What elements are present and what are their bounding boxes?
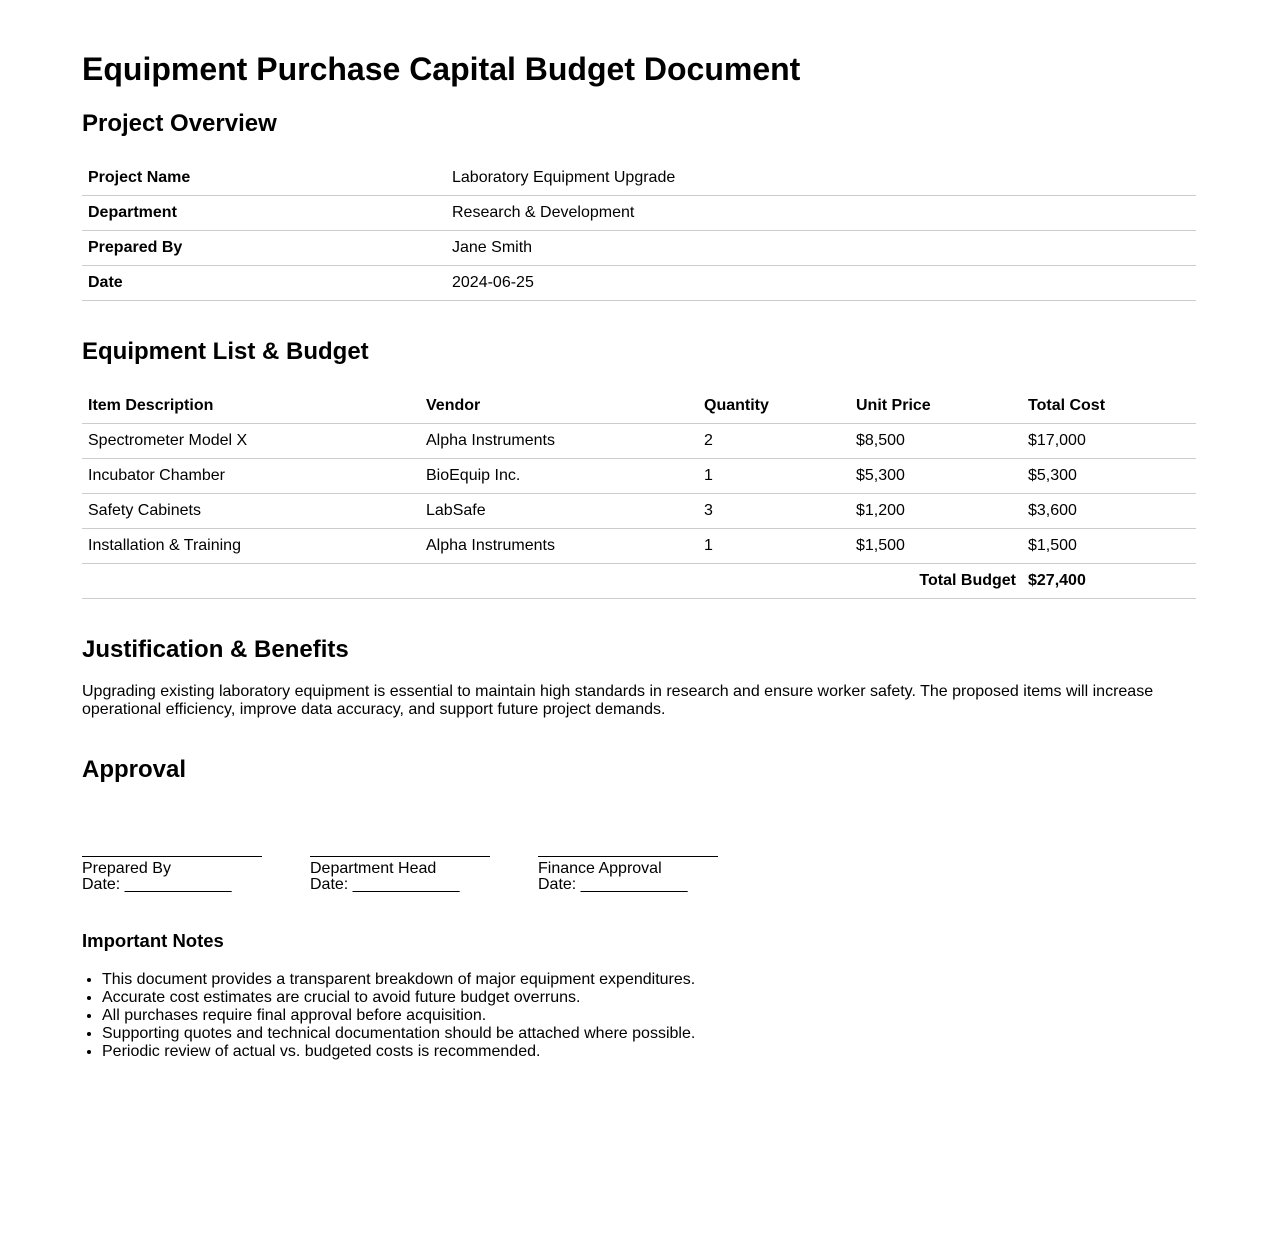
vendor-cell: LabSafe [420, 494, 698, 529]
quantity-cell: 1 [698, 529, 850, 564]
signature-role: Finance Approval [538, 860, 662, 877]
list-item: • All purchases require final approval before acquisition. [102, 1007, 695, 1025]
equipment-budget-table [82, 389, 1196, 599]
total-cost-cell: $3,600 [1022, 494, 1196, 529]
item-description-cell: Incubator Chamber [82, 459, 420, 494]
overview-row-project-name [82, 161, 1196, 196]
approval-heading: Approval [82, 756, 187, 783]
total-budget-value: $27,400 [1022, 564, 1196, 599]
important-notes-list [82, 971, 695, 1061]
table-row [82, 424, 1196, 459]
total-cost-cell: $1,500 [1022, 529, 1196, 564]
item-description-cell: Safety Cabinets [82, 494, 420, 529]
column-header-unit-price: Unit Price [850, 389, 1022, 424]
equipment-list-heading: Equipment List & Budget [82, 338, 369, 365]
quantity-cell: 1 [698, 459, 850, 494]
equipment-header-row [82, 389, 1196, 424]
column-header-vendor: Vendor [420, 389, 698, 424]
quantity-cell: 3 [698, 494, 850, 529]
signature-block-department-head [310, 856, 490, 893]
overview-value: 2024-06-25 [446, 266, 1196, 301]
signature-role: Department Head [310, 860, 437, 877]
signature-date: Date: ____________ [538, 876, 688, 893]
signature-block-prepared-by [82, 856, 262, 893]
important-notes-heading: Important Notes [82, 930, 224, 951]
signature-role: Prepared By [82, 860, 171, 877]
vendor-cell: BioEquip Inc. [420, 459, 698, 494]
overview-label: Department [82, 196, 446, 231]
item-description-cell: Spectrometer Model X [82, 424, 420, 459]
column-header-total-cost: Total Cost [1022, 389, 1196, 424]
item-description-cell: Installation & Training [82, 529, 420, 564]
signature-block-finance-approval [538, 856, 718, 893]
vendor-cell: Alpha Instruments [420, 424, 698, 459]
list-item: • This document provides a transparent breakdown of major equipment expenditures. [102, 971, 695, 989]
overview-label: Project Name [82, 161, 446, 196]
total-budget-row [82, 564, 1196, 599]
column-header-item-description: Item Description [82, 389, 420, 424]
overview-value: Jane Smith [446, 231, 1196, 266]
unit-price-cell: $8,500 [850, 424, 1022, 459]
overview-value: Research & Development [446, 196, 1196, 231]
table-row [82, 459, 1196, 494]
justification-text: Upgrading existing laboratory equipment is essential to maintain high standards in research and ensure worker safety. The proposed items will increase operational efficiency, improve data accuracy, and support future project demands. [82, 683, 1154, 718]
vendor-cell: Alpha Instruments [420, 529, 698, 564]
total-cost-cell: $17,000 [1022, 424, 1196, 459]
overview-label: Prepared By [82, 231, 446, 266]
list-item: • Periodic review of actual vs. budgeted costs is recommended. [102, 1043, 695, 1061]
list-item: • Supporting quotes and technical documentation should be attached where possible. [102, 1025, 695, 1043]
column-header-quantity: Quantity [698, 389, 850, 424]
total-cost-cell: $5,300 [1022, 459, 1196, 494]
overview-row-prepared-by [82, 231, 1196, 266]
list-item: • Accurate cost estimates are crucial to avoid future budget overruns. [102, 989, 695, 1007]
table-row [82, 494, 1196, 529]
overview-row-department [82, 196, 1196, 231]
project-overview-table [82, 161, 1196, 301]
document-title: Equipment Purchase Capital Budget Document [82, 51, 801, 87]
overview-label: Date [82, 266, 446, 301]
signature-date: Date: ____________ [310, 876, 460, 893]
justification-heading: Justification & Benefits [82, 636, 349, 663]
project-overview-heading: Project Overview [82, 110, 277, 137]
unit-price-cell: $5,300 [850, 459, 1022, 494]
unit-price-cell: $1,200 [850, 494, 1022, 529]
total-budget-label: Total Budget [82, 564, 1022, 599]
quantity-cell: 2 [698, 424, 850, 459]
unit-price-cell: $1,500 [850, 529, 1022, 564]
table-row [82, 529, 1196, 564]
overview-value: Laboratory Equipment Upgrade [446, 161, 1196, 196]
signature-date: Date: ____________ [82, 876, 232, 893]
overview-row-date [82, 266, 1196, 301]
